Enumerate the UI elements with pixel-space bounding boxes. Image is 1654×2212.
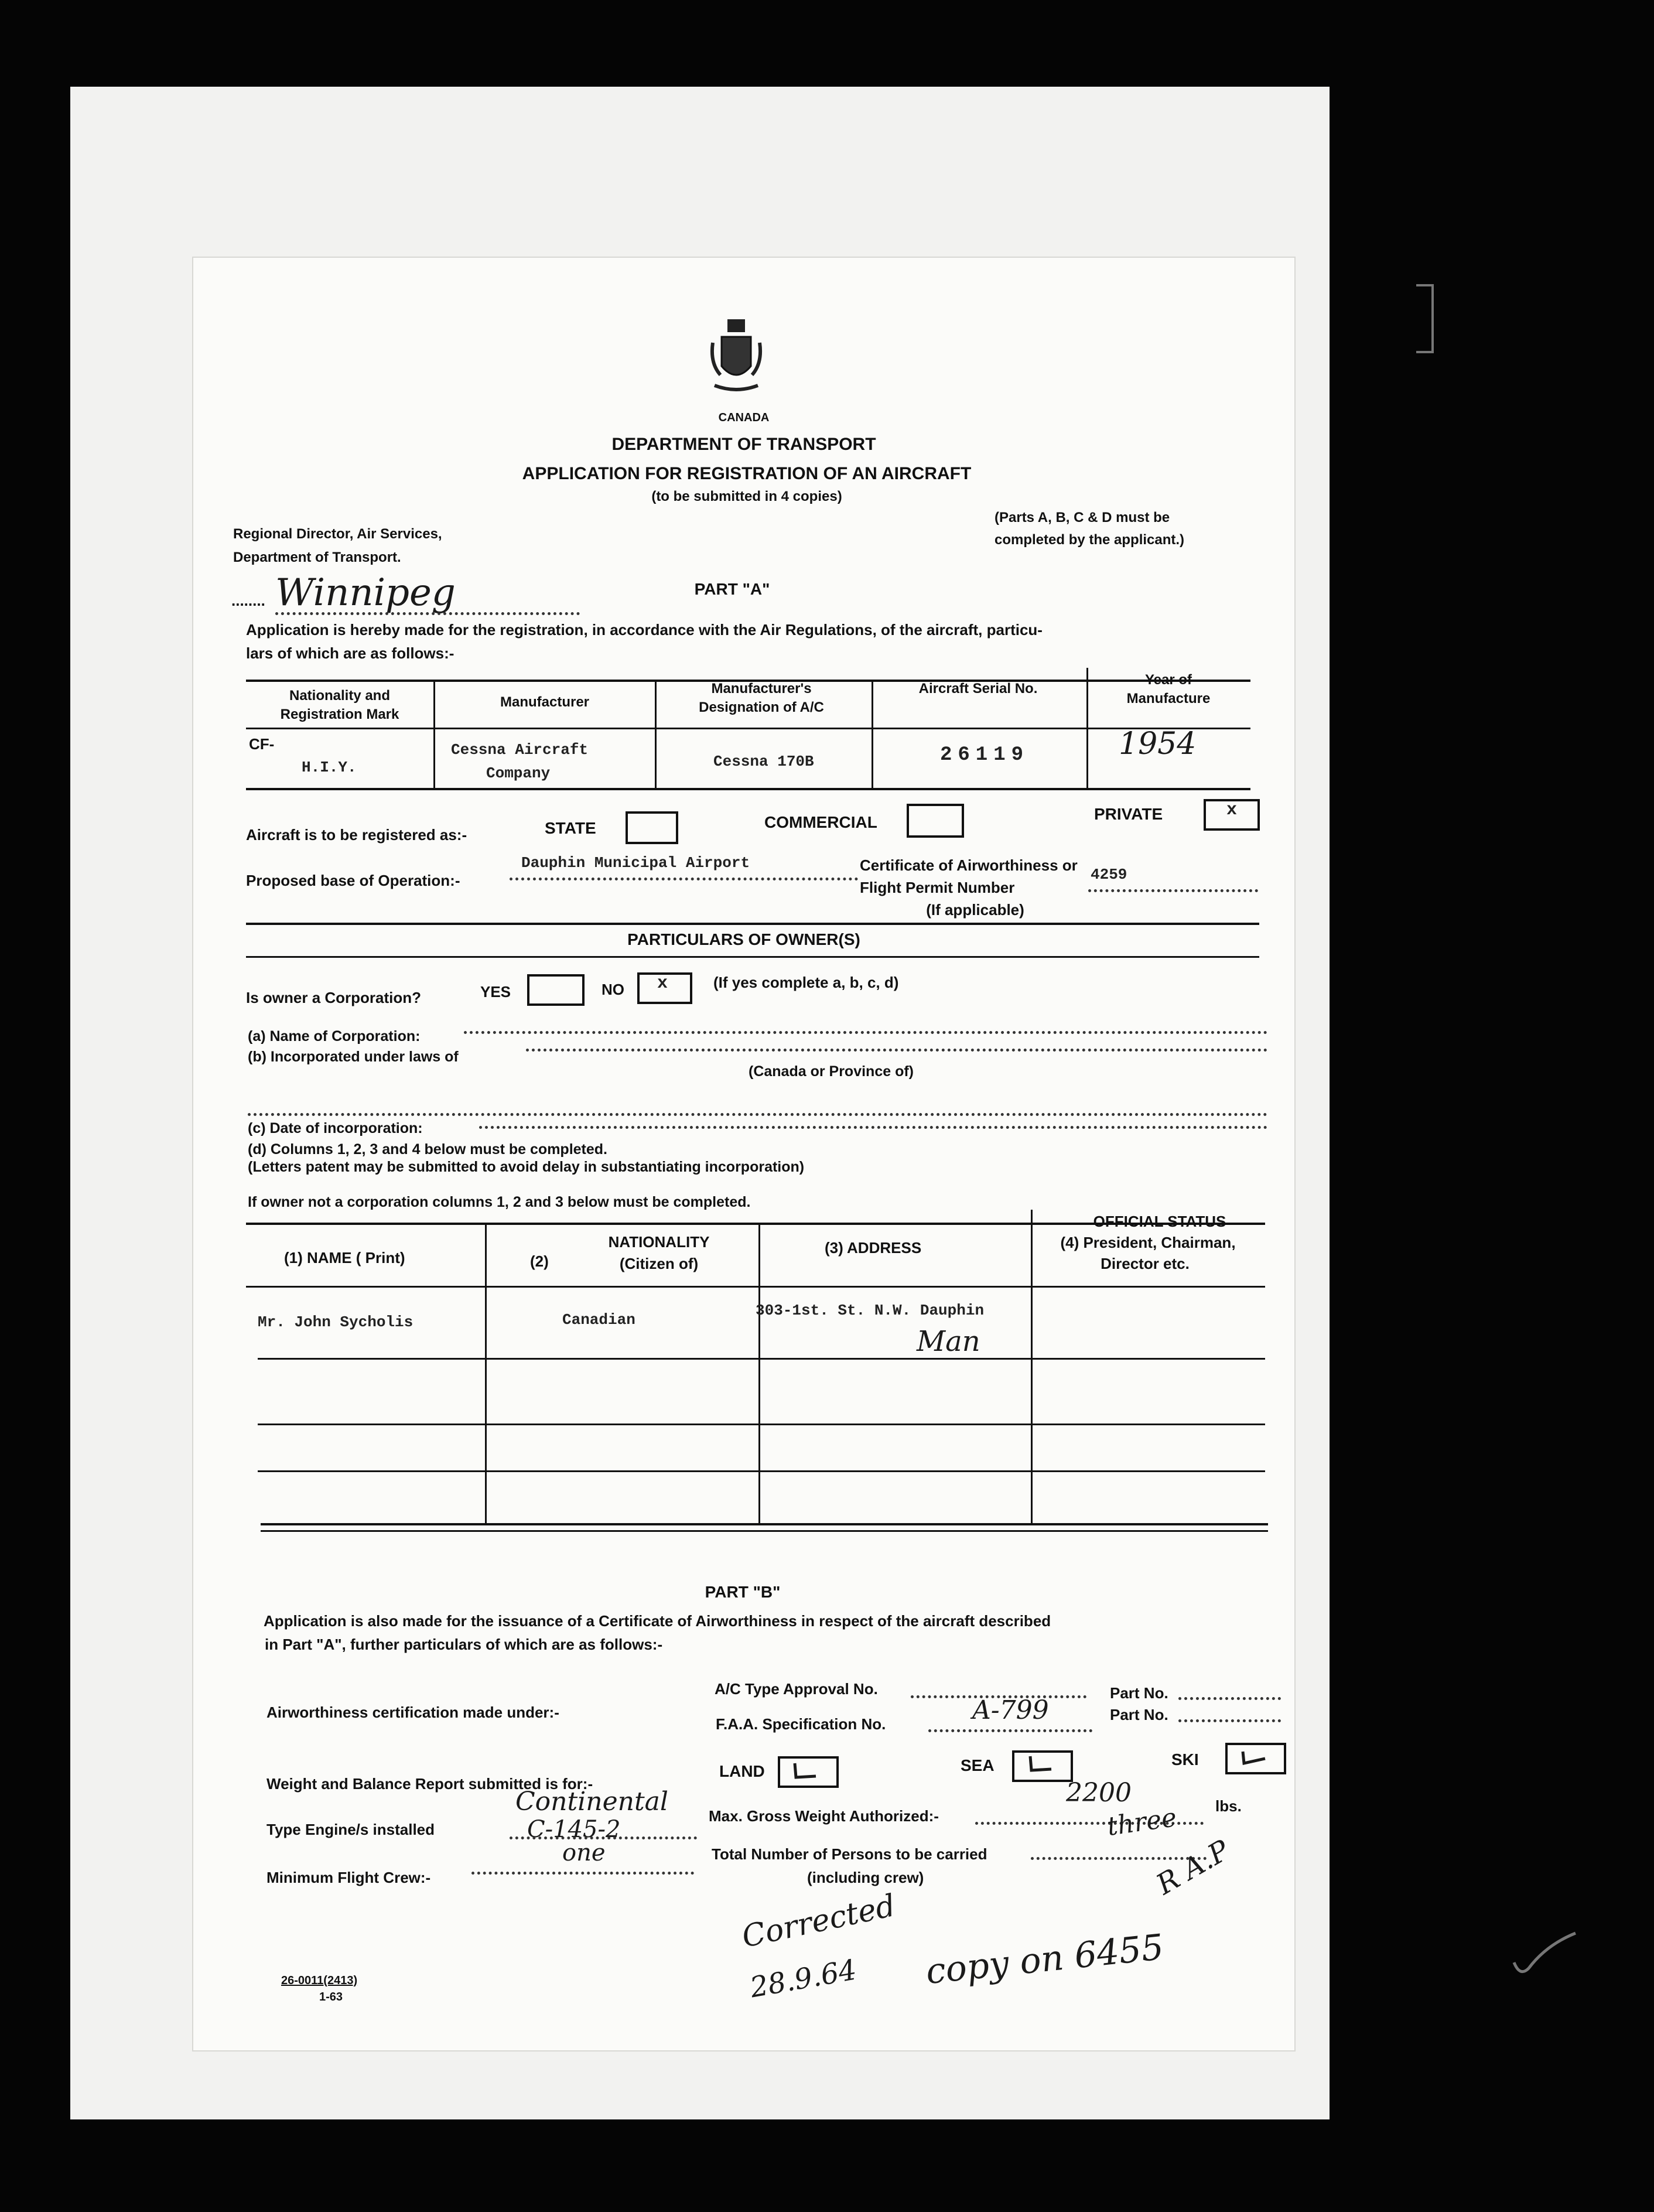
ski-label: SKI	[1171, 1750, 1199, 1769]
owners-col-citizen: (Citizen of)	[619, 1255, 699, 1272]
owners-col-nationality: NATIONALITY	[608, 1233, 710, 1251]
engine-value-2: C-145-2	[527, 1816, 621, 1843]
type-approval-label: A/C Type Approval No.	[715, 1680, 878, 1698]
department-title: DEPARTMENT OF TRANSPORT	[611, 435, 876, 454]
pen-stroke-icon	[1511, 1921, 1581, 1992]
owners-col-address: (3) ADDRESS	[825, 1239, 922, 1257]
commercial-label: COMMERCIAL	[764, 813, 877, 831]
city-handwritten: Winnipeg	[275, 571, 456, 615]
check-icon-ski	[1236, 1746, 1271, 1769]
registration-mark: H.I.Y.	[302, 759, 357, 776]
sea-label: SEA	[961, 1756, 995, 1774]
persons-label: Total Number of Persons to be carried	[712, 1845, 987, 1863]
country-label: CANADA	[718, 411, 770, 424]
including-crew-note: (including crew)	[807, 1869, 924, 1886]
commercial-checkbox[interactable]	[907, 804, 964, 838]
state-checkbox[interactable]	[626, 811, 678, 844]
addressee-line-2: Department of Transport.	[233, 549, 401, 565]
yes-label: YES	[480, 983, 511, 1001]
private-checkbox-mark: x	[1226, 800, 1238, 820]
base-dotted-line	[510, 878, 858, 880]
incorporation-date-label: (c) Date of incorporation:	[248, 1120, 423, 1136]
faa-spec-label: F.A.A. Specification No.	[716, 1715, 886, 1733]
part-no-dotted-line-2	[1178, 1719, 1281, 1722]
col-header-manufacturer: Manufacturer	[500, 694, 590, 710]
corporation-name-label: (a) Name of Corporation:	[248, 1028, 421, 1044]
manufacturer-line-2: Company	[486, 764, 551, 782]
owners-col-nationality-number: (2)	[530, 1252, 549, 1270]
owners-heading-rule	[246, 956, 1259, 958]
state-label: STATE	[545, 819, 596, 837]
no-label: NO	[602, 981, 624, 998]
engine-label: Type Engine/s installed	[266, 1821, 435, 1838]
owners-table-header-rule	[246, 1286, 1265, 1288]
copy-annotation: copy on 6455	[924, 1926, 1166, 1993]
lbs-label: lbs.	[1215, 1797, 1242, 1815]
date-annotation: 28.9.64	[747, 1953, 859, 2005]
serial-value: 26119	[940, 744, 1030, 766]
copies-note: (to be submitted in 4 copies)	[651, 489, 842, 504]
table-a-divider-3	[872, 680, 873, 788]
canada-province-note: (Canada or Province of)	[749, 1063, 914, 1080]
flight-crew-value: one	[562, 1839, 606, 1866]
faa-spec-dotted-line	[928, 1729, 1092, 1732]
form-title: APPLICATION FOR REGISTRATION OF AN AIRCRAFT	[522, 464, 972, 483]
owners-divider-1	[485, 1223, 487, 1523]
owners-table-bottom-rule	[261, 1523, 1268, 1525]
part-b-heading: PART "B"	[705, 1583, 781, 1601]
engine-value-1: Continental	[515, 1787, 668, 1817]
col-header-year: Year of Manufacture	[1126, 672, 1211, 706]
corporation-question: Is owner a Corporation?	[246, 989, 422, 1006]
owners-col-status: OFFICIAL STATUS	[1093, 1213, 1226, 1230]
table-a-divider-4	[1086, 668, 1088, 788]
check-icon-land	[788, 1759, 823, 1782]
part-a-intro-2: lars of which are as follows:-	[246, 644, 454, 662]
owner-address-province: Man	[917, 1325, 980, 1358]
part-no-dotted-line-1	[1178, 1697, 1281, 1700]
persons-value: three	[1105, 1802, 1179, 1842]
part-no-label-1: Part No.	[1110, 1684, 1168, 1702]
parts-note-line-2: completed by the applicant.)	[995, 532, 1185, 548]
incorporated-dotted-line	[526, 1049, 1267, 1052]
owners-divider-2	[758, 1223, 760, 1523]
weight-balance-label: Weight and Balance Report submitted is for:-	[266, 1775, 593, 1793]
incorporated-dotted-line-2	[248, 1113, 1267, 1116]
max-weight-label: Max. Gross Weight Authorized:-	[709, 1807, 939, 1825]
part-b-intro-1: Application is also made for the issuance of a Certificate of Airworthiness in respect of the aircraft described	[264, 1612, 1051, 1630]
certificate-dotted-line	[1088, 889, 1258, 892]
col-header-serial: Aircraft Serial No.	[918, 681, 1038, 697]
no-checkbox-mark: x	[657, 974, 668, 994]
table-a-bottom-rule	[246, 788, 1250, 790]
owners-col-status-3: Director etc.	[1101, 1255, 1190, 1272]
part-a-intro-1: Application is hereby made for the registration, in accordance with the Air Regulations, of the aircraft, particu-	[246, 621, 1043, 639]
owners-divider-3	[1031, 1210, 1033, 1523]
addressee-line-1: Regional Director, Air Services,	[233, 526, 442, 542]
part-b-intro-2: in Part "A", further particulars of which are as follows:-	[265, 1636, 663, 1653]
owners-col-name: (1) NAME ( Print)	[284, 1249, 405, 1267]
form-number: 26-0011(2413)	[281, 1974, 358, 1987]
col-header-nationality: Nationality and Registration Mark	[280, 688, 399, 722]
letters-patent-note: (Letters patent may be submitted to avoid delay in substantiating incorporation)	[248, 1159, 805, 1175]
base-value: Dauphin Municipal Airport	[521, 854, 750, 872]
table-a-header-rule	[246, 728, 1250, 729]
owners-row-rule-3	[258, 1470, 1265, 1472]
owner-nationality: Canadian	[562, 1311, 635, 1329]
table-a-divider-2	[655, 680, 657, 788]
owners-row-rule-2	[258, 1424, 1265, 1425]
designation-value: Cessna 170B	[713, 753, 814, 770]
faa-spec-value: A-799	[972, 1695, 1049, 1725]
nationality-prefix: CF-	[249, 735, 275, 753]
check-icon-sea	[1022, 1753, 1057, 1776]
owners-col-status-2: (4) President, Chairman,	[1060, 1234, 1236, 1251]
private-label: PRIVATE	[1094, 805, 1163, 823]
registered-as-label: Aircraft is to be registered as:-	[246, 826, 467, 844]
owners-row-rule-1	[258, 1358, 1265, 1360]
not-corporation-note: If owner not a corporation columns 1, 2 and 3 below must be completed.	[248, 1194, 751, 1210]
columns-1-4-note: (d) Columns 1, 2, 3 and 4 below must be completed.	[248, 1141, 607, 1158]
manufacturer-line-1: Cessna Aircraft	[451, 741, 589, 759]
owners-table-bottom-rule-2	[261, 1530, 1268, 1532]
base-label: Proposed base of Operation:-	[246, 872, 460, 889]
if-yes-note: (If yes complete a, b, c, d)	[713, 974, 899, 991]
certificate-value: 4259	[1091, 866, 1127, 883]
certification-made-label: Airworthiness certification made under:-	[266, 1704, 559, 1721]
owners-heading: PARTICULARS OF OWNER(S)	[627, 930, 860, 948]
certificate-label-1: Certificate of Airworthiness or	[860, 856, 1078, 874]
certificate-label-2: Flight Permit Number	[860, 879, 1015, 896]
max-weight-value: 2200	[1066, 1778, 1132, 1808]
col-header-designation: Manufacturer's Designation of A/C	[699, 681, 824, 715]
flight-crew-label: Minimum Flight Crew:-	[266, 1869, 431, 1886]
incorporation-date-dotted-line	[479, 1126, 1267, 1129]
year-value: 1954	[1119, 726, 1197, 762]
corrected-annotation: Corrected	[739, 1888, 899, 1955]
initials-annotation: R A.P	[1150, 1834, 1235, 1902]
owner-address: 303-1st. St. N.W. Dauphin	[756, 1302, 985, 1319]
yes-checkbox[interactable]	[527, 974, 585, 1006]
incorporated-label: (b) Incorporated under laws of	[248, 1049, 459, 1065]
corner-mark-top-right	[1416, 284, 1434, 353]
owners-top-rule	[246, 923, 1259, 925]
parts-note-line-1: (Parts A, B, C & D must be	[995, 510, 1170, 525]
land-label: LAND	[719, 1762, 765, 1780]
corporation-name-dotted-line	[464, 1031, 1267, 1034]
flight-crew-dotted-line	[471, 1872, 694, 1875]
owner-name: Mr. John Sycholis	[258, 1313, 414, 1331]
part-no-label-2: Part No.	[1110, 1706, 1168, 1723]
form-date: 1-63	[319, 1991, 343, 2003]
city-dotted-line	[275, 612, 580, 615]
table-a-divider-1	[433, 680, 435, 788]
certificate-label-3: (If applicable)	[926, 901, 1024, 919]
coat-of-arms-icon	[710, 316, 763, 404]
city-prefix: ........	[231, 592, 265, 609]
part-a-heading: PART "A"	[694, 580, 770, 598]
